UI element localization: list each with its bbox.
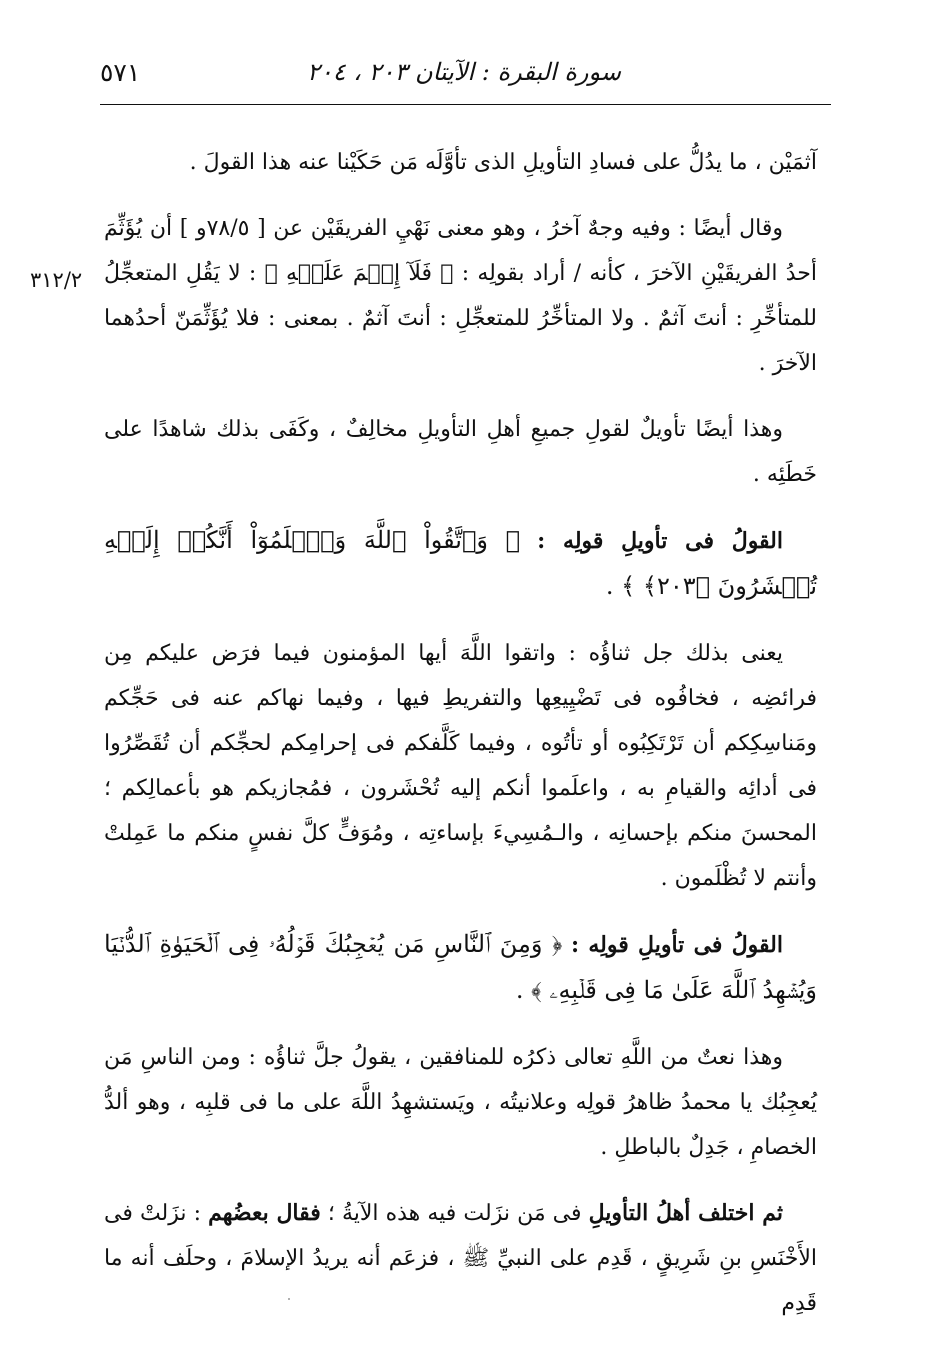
paragraph-2 — [104, 206, 817, 386]
paragraph-5 — [104, 1035, 817, 1170]
mid-phrase: فى مَن نزَلت فيه هذه الآيةُ ؛ — [320, 1201, 589, 1226]
quran-verse: ﴿ وَمِنَ ٱلنَّاسِ مَن يُعۡجِبُكَ قَوۡلُهُۥ فِى ٱلۡحَيَوٰةِ ٱلدُّنۡيَا وَيُشۡهِدُ ٱللَّهَ عَلَىٰ مَا فِى قَلۡبِهِۦ ﴾ . — [104, 930, 817, 1004]
paragraph-text: وهذا أيضًا تأويلٌ لقولِ جميعِ أهلِ التأويلِ مخالِفٌ ، وكَفَى بذلك شاهدًا على خَطَئِه . — [104, 417, 817, 487]
header-rule — [100, 104, 831, 105]
page-number: ٥٧١ — [100, 58, 141, 87]
paragraph-text: وهذا نعتٌ من اللَّهِ تعالى ذكرُه للمنافقين ، يقولُ جلَّ ثناؤُه : ومن الناسِ مَن يُعجِبُك يا محمدُ ظاهرُ قولِه وعلانيتُه ، ويَستشهِدُ اللَّهَ على ما فى قلبِه ، وهو ألدُّ الخصامِ ، جَدِلٌ بالباطلِ . — [104, 1045, 817, 1160]
paragraph-text: وقال أيضًا : وفيه وجهٌ آخرُ ، وهو معنى نَهْيِ الفريقَيْن عن [ ٧٨/٥و ] أن يُؤَثِّمَ أحدُ الفريقَيْنِ الآخرَ ، كأنه / أراد بقولِه : ﴿ فَلَآ إِثۡمَ عَلَيۡهِ ﴾ : لا يَقُلِ المتعجِّلُ للمتأخِّرِ : أنتَ آثمٌ . ولا المتأخِّرُ للمتعجِّلِ : أنتَ آثمٌ . بمعنى : فلا يُؤَثِّمَنّ أحدُهما الآخرَ . — [104, 216, 817, 376]
paragraph-text: : نزَلتْ فى الأَخْنَسِ بنِ شَرِيقٍ ، قَدِم على النبيِّ ﷺ ، فزعَم أنه يريدُ الإسلامَ ، وحلَف أنه ما قَدِم — [104, 1201, 817, 1316]
quran-verse: ﴿ وَٱتَّقُواْ ٱللَّهَ وَٱعۡلَمُوٓاْ أَنَّكُمۡ إِلَيۡهِ تُحۡشَرُونَ ﴿٢٠٣﴾ ﴾ . — [104, 526, 817, 600]
margin-reference: ٣١٢/٢ — [30, 268, 83, 292]
section-heading-1 — [104, 518, 817, 610]
paragraph-3 — [104, 407, 817, 497]
scan-speck — [288, 1298, 290, 1300]
heading-label: القولُ فى تأويلِ قولِه : — [570, 932, 783, 958]
paragraph-1 — [104, 140, 817, 185]
running-title: سورة البقرة : الآيتان ٢٠٣ ، ٢٠٤ — [306, 58, 621, 86]
paragraph-text: آثمَيْن ، ما يدُلُّ على فسادِ التأويلِ الذى تأوَّلَه مَن حَكَيْنا عنه هذا القولَ . — [189, 150, 817, 175]
paragraph-4 — [104, 631, 817, 901]
paragraph-6 — [104, 1191, 817, 1326]
section-heading-2 — [104, 922, 817, 1014]
page-body — [104, 140, 817, 1347]
lead-phrase-2: فقال بعضُهم — [208, 1200, 321, 1226]
paragraph-text: يعنى بذلك جل ثناؤُه : واتقوا اللَّهَ أيها المؤمنون فيما فرَض عليكم مِن فرائضِه ، فخافُوه فى تَضْيِيعِها والتفريطِ فيها ، وفيما نهاكم عنه فى حَجِّكم ومَناسِكِكم أن تَرْتَكِبُوه أو تأتُوه ، وفيما كَلَّفكم فى إحرامِكم لحجِّكم أن تُقَصِّرُوا فى أدائِه والقيامِ به ، واعلَموا أنكم إليه تُحْشَرون ، فمُجازيكم هو بأعمالِكم ؛ المحسنَ منكم بإحسانِه ، والـمُسِيءَ بإساءتِه ، ومُوَفٍّ كلَّ نفسٍ منكم ما عَمِلتْ وأنتم لا تُظْلَمون . — [104, 641, 817, 891]
heading-label: القولُ فى تأويلِ قولِه : — [537, 528, 783, 554]
lead-phrase: ثم اختلف أهلُ التأويلِ — [588, 1200, 783, 1226]
page-header — [100, 58, 831, 98]
